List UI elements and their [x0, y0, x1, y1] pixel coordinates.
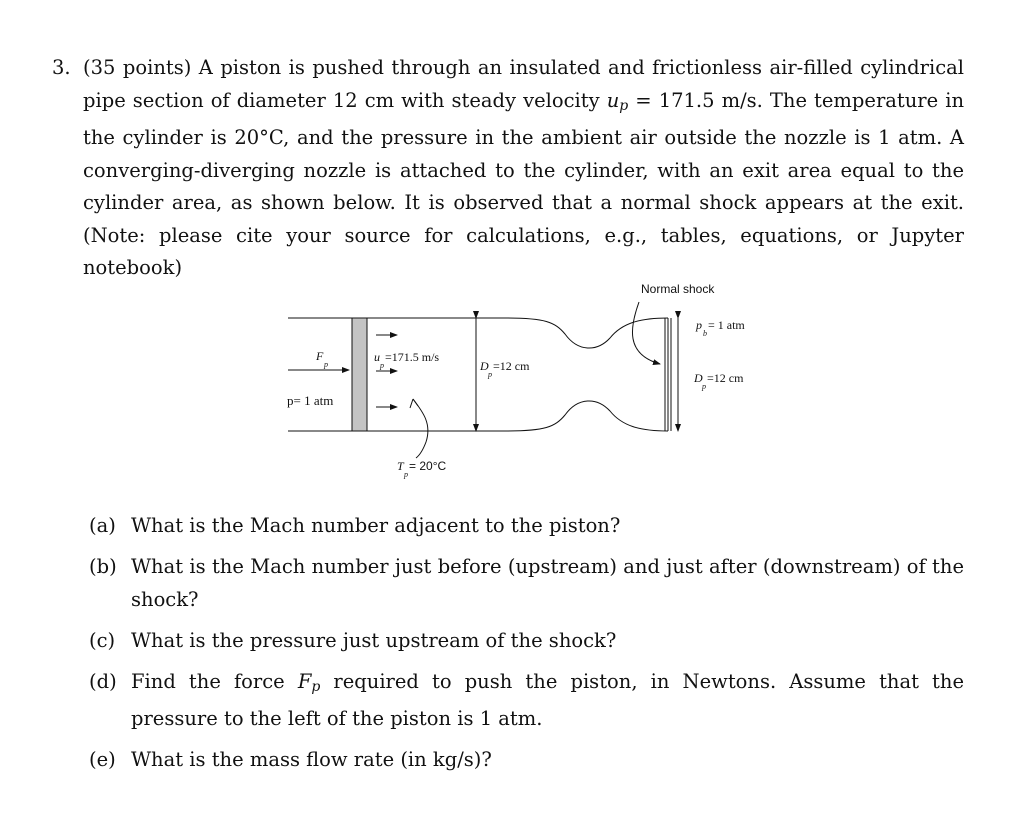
question-text: What is the Mach number just before (upstream) and just after (downstream) of the shock? [131, 555, 964, 611]
back-pressure-symbol: p [696, 318, 702, 332]
velocity-subscript: p [380, 361, 384, 370]
question-item [89, 744, 964, 777]
question-label: (b) [89, 555, 117, 578]
question-text-before: Find the force [131, 669, 298, 693]
force-arrow-group [287, 349, 349, 408]
normal-shock-pointer [632, 302, 660, 364]
problem-statement [52, 52, 964, 285]
question-item [89, 551, 964, 616]
back-pressure-subscript: b [703, 329, 707, 338]
question-item [89, 625, 964, 658]
temperature-pointer-head [410, 399, 418, 408]
exit-diameter-value: =12 cm [707, 371, 744, 385]
question-label: (d) [89, 669, 117, 693]
piston-velocity-subscript: p [619, 97, 629, 114]
problem-number: 3. [52, 56, 71, 79]
nozzle-top-wall [506, 318, 668, 348]
force-subscript: p [324, 360, 328, 369]
force-symbol: F [316, 349, 324, 363]
piston [352, 318, 367, 431]
normal-shock-callout [632, 282, 715, 364]
piston-velocity-symbol: u [606, 88, 620, 112]
question-label: (e) [89, 748, 116, 771]
temperature-value: = 20°C [409, 459, 447, 473]
nozzle-bottom-wall [506, 401, 668, 431]
ambient-pressure-label: p= 1 atm [287, 393, 334, 408]
converging-diverging-nozzle [506, 318, 671, 431]
cylinder-diameter-symbol: D [480, 359, 489, 373]
exit-diameter-subscript: p [702, 382, 706, 391]
normal-shock-label: Normal shock [641, 282, 715, 296]
velocity-arrows [374, 335, 439, 407]
problem-text [83, 52, 964, 285]
temperature-pointer [413, 399, 428, 458]
problem-text-part1: (35 points) A piston is pushed through an insulated and frictionless air-filled cylindrical pipe section of diameter 12 cm with steady velocity [83, 56, 964, 112]
question-text: What is the pressure just upstream of the shock? [131, 628, 617, 652]
velocity-symbol: u [374, 350, 380, 364]
exit-dimension [678, 318, 745, 431]
piston-nozzle-diagram [270, 272, 770, 492]
question-item [89, 510, 964, 543]
question-text: What is the Mach number adjacent to the piston? [131, 514, 621, 537]
problem-text-part2: = 171.5 m/s. The temperature in the cylinder is 20°C, and the pressure in the ambient air outside the nozzle is 1 atm. A converging-diverging nozzle is attached to the cylinder, with an exit area equal to the cylinder area, as shown below. It is observed that a normal shock appears at the exit. (Note: please cite your source for calculations, e.g., tables, equations, or Jupyter notebook) [83, 88, 965, 279]
question-text: What is the mass flow rate (in kg/s)? [131, 748, 492, 771]
force-subscript: p [311, 678, 321, 695]
question-list [89, 510, 964, 785]
velocity-value: =171.5 m/s [385, 350, 440, 364]
question-label: (c) [89, 628, 116, 652]
temperature-symbol: T [397, 459, 404, 473]
question-text-after: required to push the piston, in Newtons. Assume that the pressure to the left of the piston is 1 atm. [131, 669, 964, 730]
question-label: (a) [89, 514, 116, 537]
cylinder-diameter-dimension [476, 318, 530, 431]
cylinder-diameter-subscript: p [488, 370, 492, 379]
temperature-subscript: p [404, 470, 408, 479]
question-item [89, 666, 964, 736]
temperature-callout [397, 399, 446, 479]
back-pressure-value: = 1 atm [708, 318, 745, 332]
exit-diameter-symbol: D [694, 371, 703, 385]
force-symbol: F [297, 669, 312, 693]
cylinder-diameter-value: =12 cm [493, 359, 530, 373]
